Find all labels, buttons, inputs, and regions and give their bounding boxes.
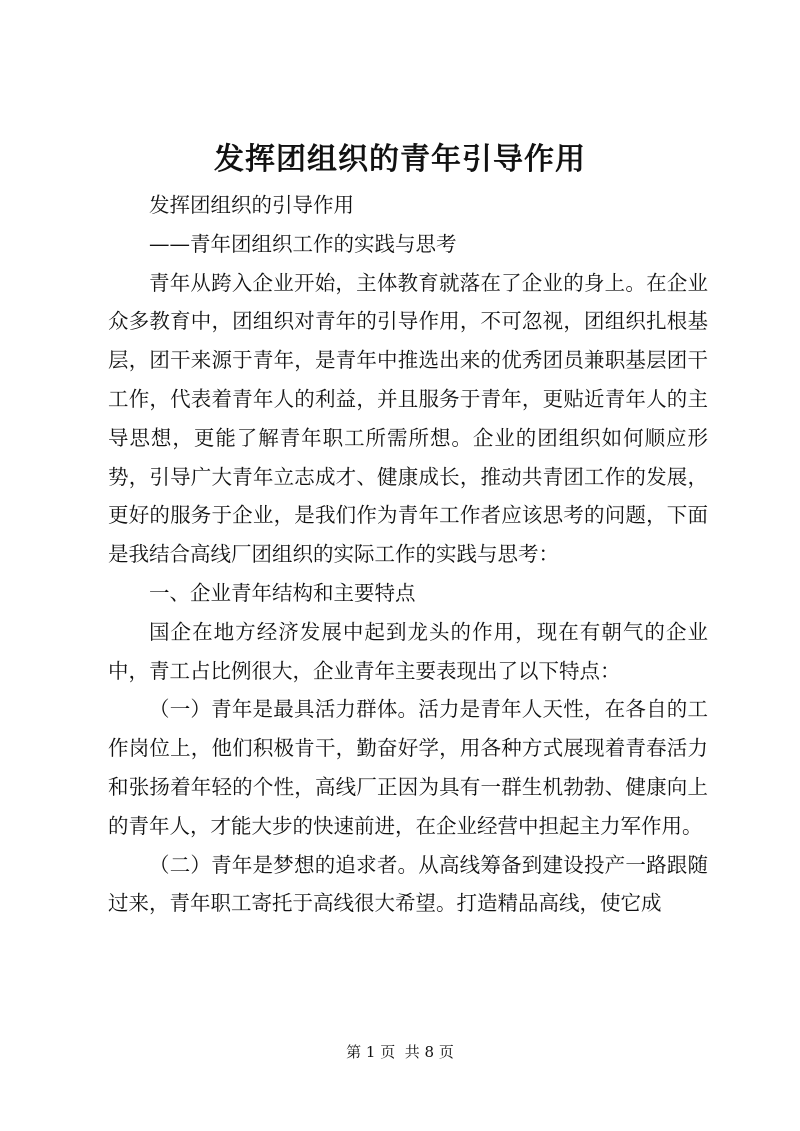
document-body xyxy=(108,186,708,923)
paragraph-point-1: （一）青年是最具活力群体。活力是青年人天性，在各自的工作岗位上，他们积极肯干，勤奋好学，用各种方式展现着青春活力和张扬着年轻的个性，高线厂正因为具有一群生机勃勃、健康向上的青年人，才能大步的快速前进，在企业经营中担起主力军作用。 xyxy=(108,697,708,838)
page-total: 共 8 页 xyxy=(404,1043,454,1061)
document-title: 发挥团组织的青年引导作用 xyxy=(214,142,586,177)
paragraph-point-2: （二）青年是梦想的追求者。从高线筹备到建设投产一路跟随过来，青年职工寄托于高线很大希望。打造精品高线，使它成 xyxy=(108,852,708,916)
paragraph-subheading: ——青年团组织工作的实践与思考 xyxy=(149,231,457,256)
page-footer xyxy=(0,1042,800,1062)
paragraph-intro: 青年从跨入企业开始，主体教育就落在了企业的身上。在企业众多教育中，团组织对青年的引导作用，不可忽视，团组织扎根基层，团干来源于青年，是青年中推选出来的优秀团员兼职基层团干工作，代表着青年人的利益，并且服务于青年，更贴近青年人的主导思想，更能了解青年职工所需所想。企业的团组织如何顺应形势，引导广大青年立志成才、健康成长，推动共青团工作的发展，更好的服务于企业，是我们作为青年工作者应该思考的问题，下面是我结合高线厂团组织的实际工作的实践与思考： xyxy=(108,270,708,567)
page-number: 第 1 页 xyxy=(346,1043,396,1061)
paragraph-section-intro: 国企在地方经济发展中起到龙头的作用，现在有朝气的企业中，青工占比例很大，企业青年主要表现出了以下特点： xyxy=(108,619,708,683)
section-heading: 一、企业青年结构和主要特点 xyxy=(149,580,416,605)
paragraph-subtitle: 发挥团组织的引导作用 xyxy=(149,193,354,217)
